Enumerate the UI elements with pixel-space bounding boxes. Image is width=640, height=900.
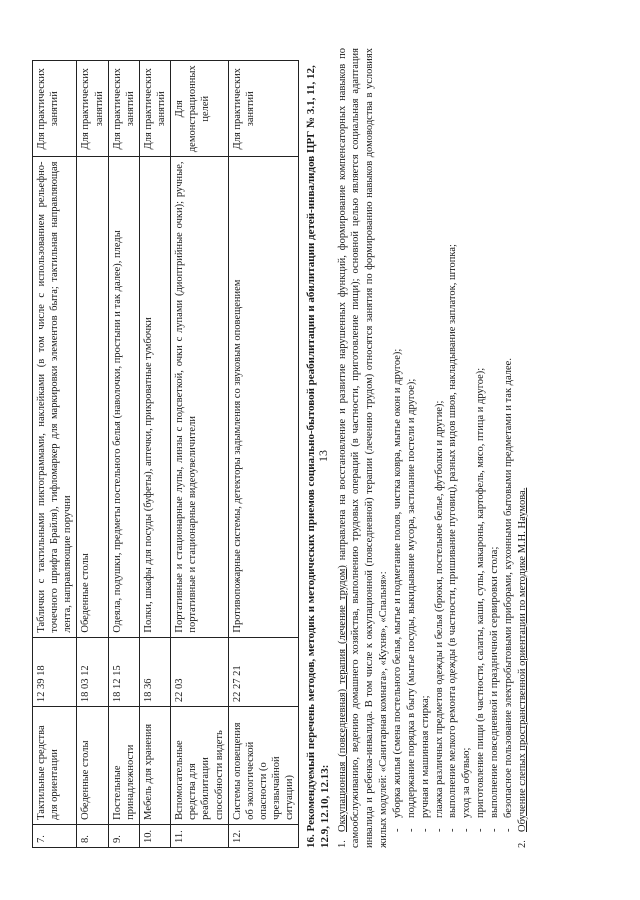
- equipment-purpose: Для демонстрационных целей: [171, 61, 229, 158]
- method-title: Оккупационная (повседневная) терапия (лечение трудом): [336, 565, 348, 832]
- row-number: 9.: [108, 824, 139, 847]
- equipment-code: 22 03: [171, 637, 229, 706]
- equipment-description: Таблички с тактильными пиктограммами, наклейками (в том числе с использованием рельефно-точечного шрифта Брайля), тифломаркер для маркировки элементов быта; тактильная направляющая лента, направляющие поручни: [33, 157, 77, 637]
- table-row: [171, 61, 229, 848]
- task-list: [391, 48, 516, 848]
- item-index: 1.: [336, 840, 348, 848]
- equipment-name: Мебель для хранения: [139, 707, 170, 825]
- equipment-purpose: Для практических занятий: [139, 61, 170, 158]
- list-item: - уход за обувью;: [460, 48, 474, 832]
- list-item: - приготовление пищи (в частности, салаты, каши, супы, макароны, картофель, мясо, птица и другое);: [474, 48, 488, 832]
- method-item-1: [336, 48, 391, 848]
- list-item: - выполнение мелкого ремонта одежды (в частности, пришивание пуговиц), разных видов швов, накладывание заплаток, штопка;: [446, 48, 460, 832]
- table-row: [77, 61, 108, 848]
- table-row: [33, 61, 77, 848]
- equipment-purpose: Для практических занятий: [33, 61, 77, 158]
- equipment-purpose: Для практических занятий: [108, 61, 139, 158]
- equipment-table: [32, 60, 299, 848]
- equipment-name: Постельные принадлежности: [108, 707, 139, 825]
- list-item: - поддержание порядка в быту (мытье посуды, выкидывание мусора, застилание постели и другое);: [405, 48, 419, 832]
- equipment-name: Системы оповещения об экологической опасности (о чрезвычайной ситуации): [228, 707, 299, 825]
- item-index: 2.: [516, 840, 528, 848]
- method-title: Обучение слепых пространственной ориентации по методике М.Н. Наумова.: [516, 487, 528, 832]
- equipment-description: Портативные и стационарные лупы, линзы с подсветкой, очки с лупами (диоптрийные очки); ручные, портативные и стационарные видеоувеличители: [171, 157, 229, 637]
- equipment-code: 18 03 12: [77, 637, 108, 706]
- equipment-code: 18 12 15: [108, 637, 139, 706]
- page-number: 13: [316, 450, 330, 462]
- equipment-code: 12 39 18: [33, 637, 77, 706]
- list-item: - уборка жилья (смена постельного белья, мытье и подметание полов, чистка ковра, мытье окон и другое);: [391, 48, 405, 832]
- equipment-code: 18 36: [139, 637, 170, 706]
- row-number: 10.: [139, 824, 170, 847]
- section-heading: 16. Рекомендуемый перечень методов, методик и методических приемов социально-бытовой реабилитации и абилитации детей-инвалидов ЦРГ № 3.1, 11, 12, 12.9, 12.10, 12.13:: [305, 65, 332, 848]
- row-number: 7.: [33, 824, 77, 847]
- table-row: [108, 61, 139, 848]
- table-row: [139, 61, 170, 848]
- equipment-name: Вспомогательные средства для реабилитации способности видеть: [171, 707, 229, 825]
- equipment-name: Обеденные столы: [77, 707, 108, 825]
- methods-section: [304, 48, 530, 848]
- row-number: 11.: [171, 824, 229, 847]
- table-row: [228, 61, 299, 848]
- equipment-name: Тактильные средства для ориентации: [33, 707, 77, 825]
- list-item: - выполнение повседневной и праздничной сервировки стола;: [488, 48, 502, 832]
- equipment-purpose: Для практических занятий: [228, 61, 299, 158]
- list-item: - ручная и машинная стирка;: [419, 48, 433, 832]
- equipment-description: Обеденные столы: [77, 157, 108, 637]
- equipment-description: Полки, шкафы для посуды (буфеты), аптечки, прикроватные тумбочки: [139, 157, 170, 637]
- method-description: направлена на восстановление и развитие нарушенных функций, формирование компенсаторных навыков по самообслуживанию, ведению домашнего хозяйства, выполнению трудовых операций (в частности, приготовление пищи); основной целью является социальная адаптация инвалида и ребенка-инвалида. В том числе к оккупационной (повседневной) терапии (лечению трудом) относятся занятия по формированию навыков домоводства в условиях жилых модулей: «Санитарная комната», «Кухня», «Спальня»:: [336, 48, 390, 848]
- list-item: - безопасное пользование электробытовыми приборами, кухонными бытовыми предметами и так далее.: [502, 48, 516, 832]
- list-item: - глажка различных предметов одежды и белья (брюки, постельное белье, футболки и другие);: [433, 48, 447, 832]
- equipment-description: Одеяла, подушки, предметы постельного белья (наволочки, простыни и так далее), пледы: [108, 157, 139, 637]
- equipment-purpose: Для практических занятий: [77, 61, 108, 158]
- method-item-2: [516, 48, 530, 848]
- row-number: 12.: [228, 824, 299, 847]
- equipment-description: Противопожарные системы, детекторы задымления со звуковым оповещением: [228, 157, 299, 637]
- row-number: 8.: [77, 824, 108, 847]
- equipment-code: 22 27 21: [228, 637, 299, 706]
